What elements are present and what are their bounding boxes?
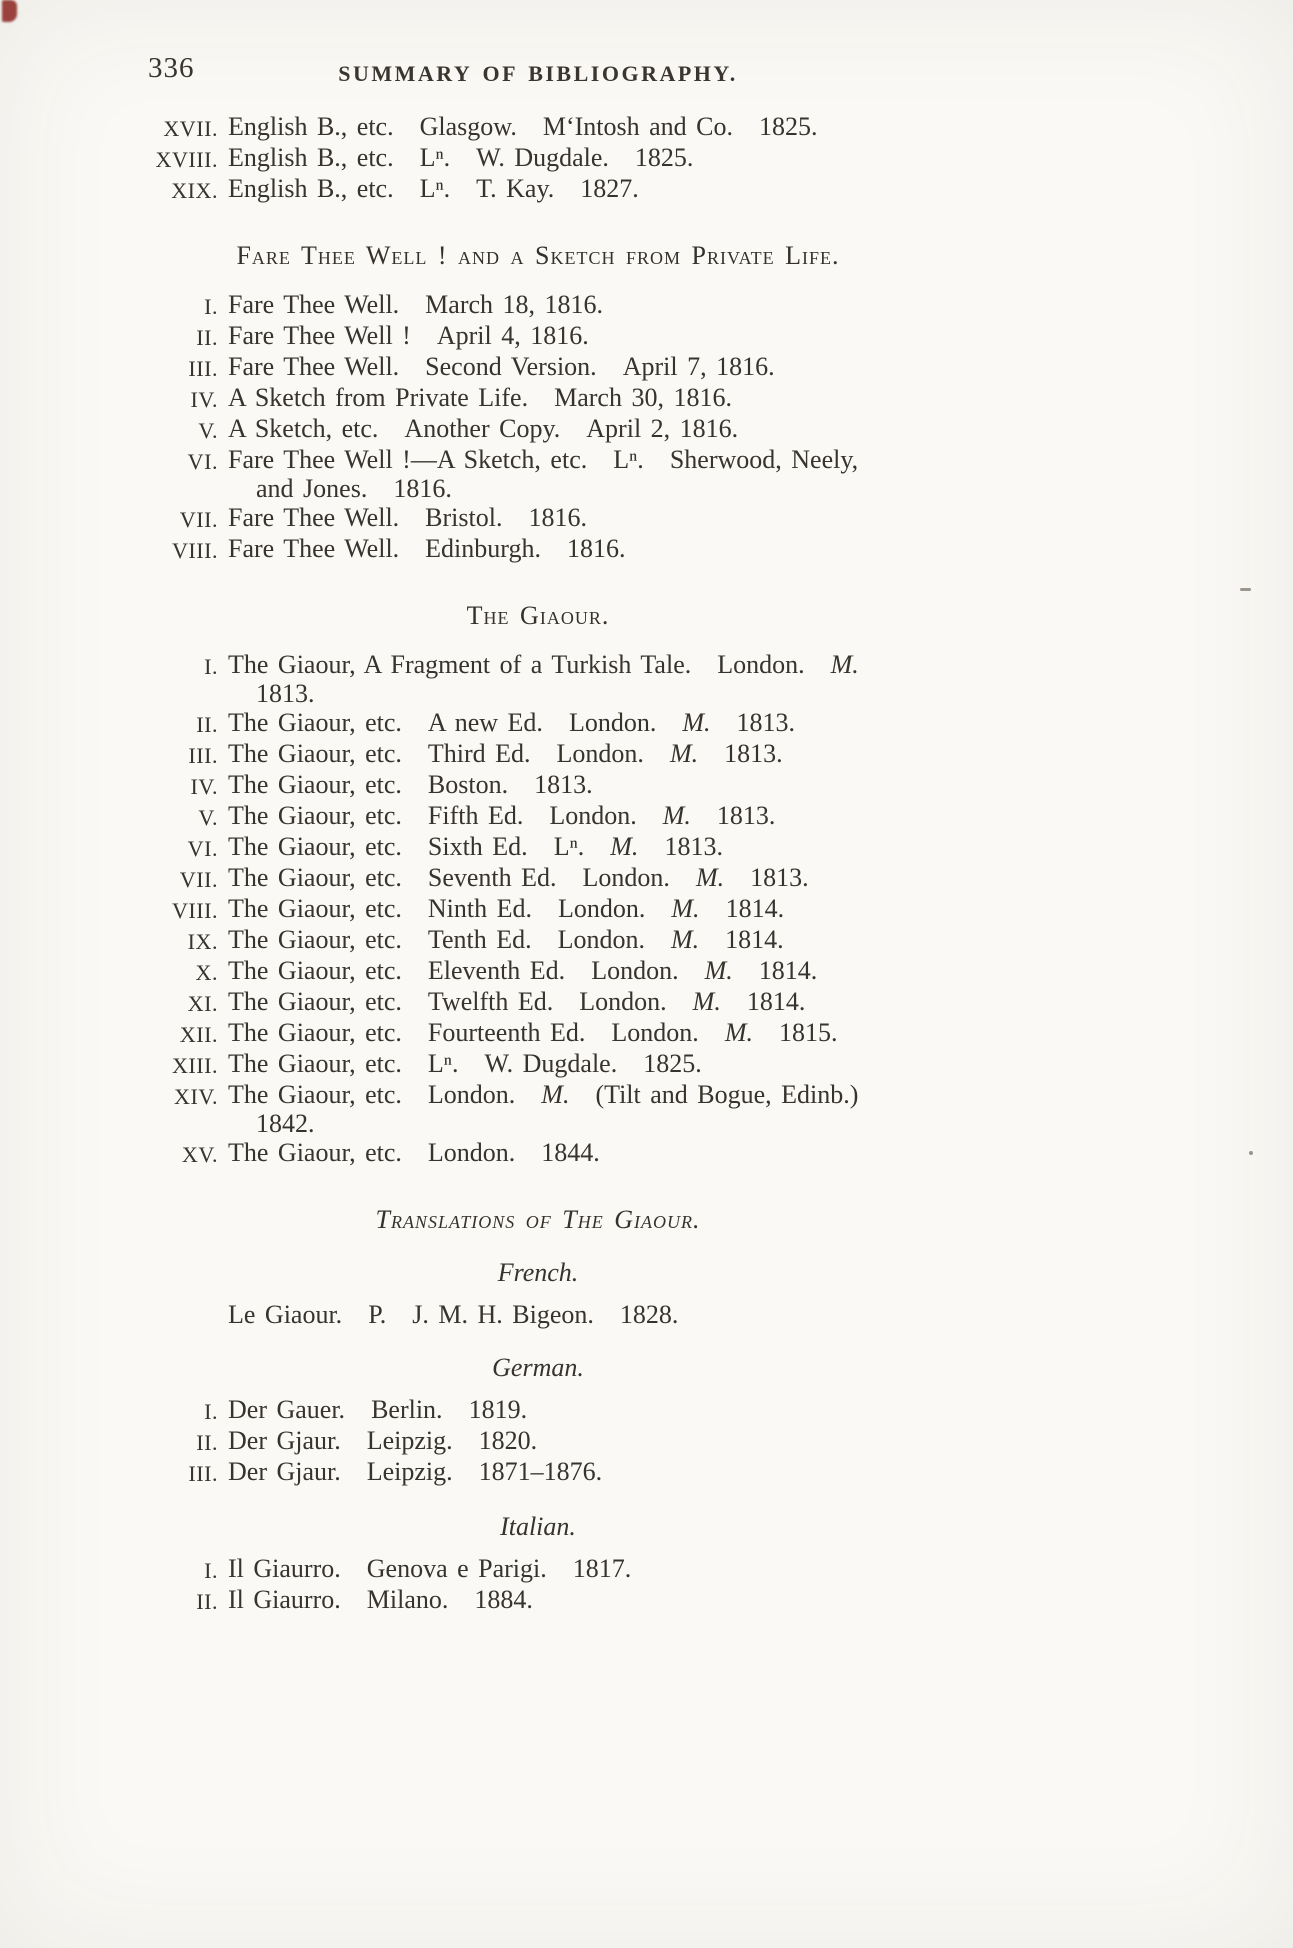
entry-text-segment: London. [427,1080,516,1109]
entry-text-segment: 1825. [634,143,694,172]
entry-text-segment: Ninth Ed. [427,894,532,923]
entry-numeral: V. [198,418,218,443]
bibliography-entry [148,1138,1228,1169]
language-subheading: French. [497,1258,579,1287]
entry-text-segment: The Giaour, etc. [228,1049,402,1078]
entry-content [228,1585,1228,1616]
entry-numeral: XIV. [174,1084,218,1109]
entry-content [228,143,1228,174]
entry-numeral: XI. [187,991,218,1016]
bibliography-entry [148,534,1228,565]
entry-list [148,290,1228,565]
entry-content [228,1138,1228,1169]
entry-text-segment: T. Kay. [476,174,555,203]
entry-content [228,112,1228,143]
page-number: 336 [148,52,195,84]
entry-text-segment: April 7, 1816. [622,352,775,381]
entry-text-segment: 1820. [478,1426,538,1455]
entry-content [228,290,1228,321]
bibliography-entry [148,863,1228,894]
entry-text-segment: Der Gjaur. [228,1426,341,1455]
bibliography-entry [148,1585,1228,1616]
entry-text-segment: Fare Thee Well. [228,290,400,319]
entry-text-segment: M. [724,1018,753,1047]
entry-text-segment: English B., etc. [228,112,394,141]
entry-text-segment: M. [692,987,721,1016]
entry-numeral: VII. [179,867,218,892]
entry-text-segment: M. [541,1080,570,1109]
entry-text-segment: Milano. [366,1585,449,1614]
bibliography-entry [148,894,1228,925]
entry-text-segment: 1813. [256,679,315,708]
entry-text-segment: Fare Thee Well. [228,352,400,381]
entry-numeral: III. [188,1461,218,1486]
entry-text-segment: 1825. [643,1049,702,1078]
entry-text-segment: Second Version. [425,352,597,381]
entry-numeral: III. [188,743,218,768]
entry-text-segment: Leipzig. [366,1426,453,1455]
entry-text-segment: Sixth Ed. [427,832,528,861]
entry-content [228,770,1228,801]
entry-content [228,1049,1228,1080]
entry-text-segment: M. [669,739,699,768]
entry-text-segment: London. [717,650,805,679]
entry-numeral: VII. [179,507,218,532]
entry-content [228,174,1228,205]
entry-text-segment: The Giaour, etc. [228,1018,402,1047]
entry-text-segment: Genova e Parigi. [366,1554,547,1583]
entry-content [228,708,1228,739]
entry-text-segment: Lⁿ. [419,174,451,203]
entry-content [228,445,1228,503]
entry-text-segment: M. [830,650,859,679]
entry-text-segment: Third Ed. [427,739,531,768]
entry-text-segment: Der Gjaur. [228,1457,341,1486]
entry-text-segment: 1844. [541,1138,600,1167]
scan-speck [1240,588,1251,591]
bibliography-entry [148,987,1228,1018]
entry-text-segment: 1816. [566,534,626,563]
bibliography-entry [148,1554,1228,1585]
bibliography-entry [148,143,1228,174]
entry-content [228,863,1228,894]
entry-numeral: I. [204,654,218,679]
entry-text-segment: London. [568,708,657,737]
entry-text-segment: The Giaour, etc. [228,739,402,768]
entry-text-segment: and Jones. [256,474,368,503]
entry-list [148,650,1228,1169]
entry-content [228,739,1228,770]
entry-text-segment: The Giaour, etc. [228,956,402,985]
entry-content [228,894,1228,925]
entry-text-segment: 1813. [534,770,593,799]
entry-content [228,1554,1228,1585]
bibliography-entry [148,112,1228,143]
bibliography-entry [148,174,1228,205]
language-subheading: Italian. [500,1512,576,1541]
entry-numeral: III. [188,356,218,381]
entry-text-segment: M. [682,708,711,737]
entry-text-segment: March 30, 1816. [554,383,732,412]
entry-numeral: IV. [190,387,218,412]
entry-text-segment: Der Gauer. [228,1395,346,1424]
entry-content [228,534,1228,565]
entry-content [228,352,1228,383]
entry-text-segment: 1816. [528,503,587,532]
entry-text-segment: Lⁿ. [613,445,644,474]
entry-numeral [148,1300,218,1329]
entry-text-segment: M. [662,801,691,830]
entry-text-segment: Le Giaour. [228,1300,343,1329]
entry-text-segment: A new Ed. [427,708,543,737]
section-heading: Translations of The Giaour. [375,1205,701,1234]
entry-text-segment: The Giaour, etc. [228,832,402,861]
entry-content [228,503,1228,534]
entry-text-segment: Fare Thee Well. [228,503,400,532]
entry-numeral: X. [195,960,218,985]
entry-text-segment: Fare Thee Well. [228,534,400,563]
entry-text-segment: P. [368,1300,387,1329]
bibliography-entry [148,503,1228,534]
entry-text-segment: 1813. [736,708,795,737]
entry-text-segment: Berlin. [371,1395,443,1424]
entry-text-segment: 1814. [725,894,785,923]
entry-content [228,414,1228,445]
entry-numeral: I. [204,294,218,319]
entry-text-segment: A Sketch, etc. [228,414,379,443]
entry-text-segment: 1842. [256,1109,315,1138]
entry-numeral: VI. [187,449,218,474]
entry-text-segment: The Giaour, etc. [228,1138,402,1167]
entry-text-segment: 1871–1876. [478,1457,603,1486]
entry-text-segment: Boston. [427,770,509,799]
entry-text-segment: Fare Thee Well ! [228,321,411,350]
entry-text-segment: April 4, 1816. [436,321,589,350]
bibliography-entry [148,1395,1228,1426]
bibliography-entry [148,290,1228,321]
entry-text-segment: 1814. [725,925,784,954]
bibliography-entry [148,650,1228,708]
entry-content [228,650,1228,708]
entry-content [228,1080,1228,1138]
entry-numeral: XVII. [163,116,218,141]
entry-text-segment: M. [610,832,639,861]
entry-numeral: V. [198,805,218,830]
entry-text-segment: London. [549,801,637,830]
entry-text-segment: Glasgow. [419,112,517,141]
entry-text-segment: April 2, 1816. [586,414,739,443]
entry-text-segment: The Giaour, A Fragment of a Turkish Tale. [228,650,692,679]
entry-text-segment: London. [558,894,646,923]
entry-text-segment: The Giaour, etc. [228,987,402,1016]
entry-numeral: VI. [187,836,218,861]
entry-content [228,1018,1228,1049]
entry-text-segment: W. Dugdale. [484,1049,618,1078]
entry-text-segment: 1814. [758,956,818,985]
entry-numeral: XII. [179,1022,218,1047]
entry-text-segment: 1813. [750,863,809,892]
bibliography-entry [148,321,1228,352]
entry-text-segment: Lⁿ. [427,1049,459,1078]
entry-numeral: II. [196,712,218,737]
entry-numeral: VIII. [171,898,218,923]
entry-text-segment: 1819. [468,1395,528,1424]
entry-text-segment: W. Dugdale. [476,143,609,172]
entry-content [228,801,1228,832]
entry-numeral: II. [196,325,218,350]
entry-text-segment: English B., etc. [228,143,394,172]
entry-text-segment: London. [427,1138,516,1167]
entry-text-segment: A Sketch from Private Life. [228,383,529,412]
entry-text-segment: London. [611,1018,699,1047]
entry-text-segment: 1884. [474,1585,533,1614]
page-header [148,54,928,92]
bibliography-entry [148,383,1228,414]
entry-text-segment: Seventh Ed. [427,863,557,892]
entry-text-segment: 1816. [393,474,452,503]
entry-numeral: VIII. [171,538,218,563]
entry-list [148,1300,1228,1329]
entry-text-segment: Lⁿ. [419,143,451,172]
entry-text-segment: London. [579,987,667,1016]
entry-numeral: I. [204,1399,218,1424]
entry-text-segment: J. M. H. Bigeon. [412,1300,594,1329]
entry-list [148,1395,1228,1488]
entry-content [228,1426,1228,1457]
entry-text-segment: 1813. [724,739,783,768]
entry-text-segment: The Giaour, etc. [228,708,402,737]
entry-text-segment: Lⁿ. [553,832,585,861]
entry-content [228,1457,1228,1488]
entry-content [228,987,1228,1018]
entry-content [228,383,1228,414]
bibliography-entry [148,1080,1228,1138]
entry-text-segment: M. [695,863,725,892]
entry-text-segment: Bristol. [425,503,503,532]
entry-text-segment: Fare Thee Well !—A Sketch, etc. [228,445,588,474]
entry-content [228,321,1228,352]
bibliography-entry [148,1049,1228,1080]
entry-text-segment: London. [591,956,679,985]
entry-numeral: II. [196,1430,218,1455]
entry-text-segment: Eleventh Ed. [427,956,566,985]
language-subheading: German. [492,1353,584,1382]
entry-text-segment: The Giaour, etc. [228,1080,402,1109]
entry-content [228,832,1228,863]
entry-text-segment: Il Giaurro. [228,1585,341,1614]
bibliography-entry [148,770,1228,801]
bibliography-entry [148,925,1228,956]
section-heading: The Giaour. [466,601,610,630]
bibliography-entry [148,1018,1228,1049]
running-header: SUMMARY OF BIBLIOGRAPHY. [338,61,738,86]
bibliography-entry [148,832,1228,863]
entry-list [148,112,1228,205]
scan-speck [1249,1151,1253,1155]
entry-text-segment: Fourteenth Ed. [427,1018,586,1047]
bibliography-entry [148,1426,1228,1457]
entry-text-segment: Twelfth Ed. [427,987,554,1016]
entry-text-segment: (Tilt and Bogue, Edinb.) [595,1080,859,1109]
entry-content [228,925,1228,956]
bibliography-entry [148,352,1228,383]
entry-text-segment: M. [671,894,700,923]
bibliography-entry [148,414,1228,445]
bibliography-entry [148,1300,1228,1329]
entry-content [228,1300,1228,1329]
entry-text-segment: The Giaour, etc. [228,863,402,892]
entry-content [228,1395,1228,1426]
text-block [148,112,1228,1616]
bibliography-entry [148,445,1228,503]
entry-content [228,956,1228,987]
entry-text-segment: Leipzig. [366,1457,453,1486]
entry-text-segment: 1813. [716,801,776,830]
entry-text-segment: 1825. [759,112,818,141]
entry-text-segment: 1815. [778,1018,838,1047]
entry-text-segment: Il Giaurro. [228,1554,341,1583]
entry-text-segment: M. [671,925,700,954]
entry-text-segment: 1827. [580,174,639,203]
entry-numeral: XIX. [171,178,218,203]
bibliography-entry [148,801,1228,832]
entry-text-segment: Sherwood, Neely, [669,445,859,474]
entry-text-segment: The Giaour, etc. [228,894,402,923]
entry-numeral: IX. [187,929,218,954]
entry-text-segment: 1817. [572,1554,632,1583]
entry-list [148,1554,1228,1616]
section-heading: Fare Thee Well ! and a Sketch from Private Life. [236,241,840,270]
entry-text-segment: London. [582,863,670,892]
entry-text-segment: Tenth Ed. [427,925,532,954]
entry-text-segment: 1814. [746,987,806,1016]
bibliography-entry [148,1457,1228,1488]
entry-numeral: XIII. [171,1053,218,1078]
entry-numeral: II. [196,1589,218,1614]
entry-text-segment: English B., etc. [228,174,394,203]
entry-text-segment: The Giaour, etc. [228,925,402,954]
entry-text-segment: M. [704,956,733,985]
entry-numeral: I. [204,1558,218,1583]
entry-text-segment: 1828. [619,1300,679,1329]
entry-text-segment: The Giaour, etc. [228,770,402,799]
bibliography-entry [148,739,1228,770]
entry-text-segment: Edinburgh. [425,534,541,563]
entry-text-segment: Another Copy. [404,414,561,443]
bibliography-entry [148,708,1228,739]
scan-artifact-mark [2,0,17,22]
entry-text-segment: Fifth Ed. [427,801,524,830]
entry-numeral: XVIII. [155,147,218,172]
bibliography-entry [148,956,1228,987]
entry-text-segment: London. [557,925,645,954]
entry-text-segment: M‘Intosh and Co. [542,112,734,141]
entry-text-segment: March 18, 1816. [425,290,604,319]
entry-text-segment: The Giaour, etc. [228,801,402,830]
entry-text-segment: 1813. [664,832,723,861]
entry-numeral: IV. [190,774,218,799]
entry-numeral: XV. [181,1142,218,1167]
entry-text-segment: London. [556,739,644,768]
